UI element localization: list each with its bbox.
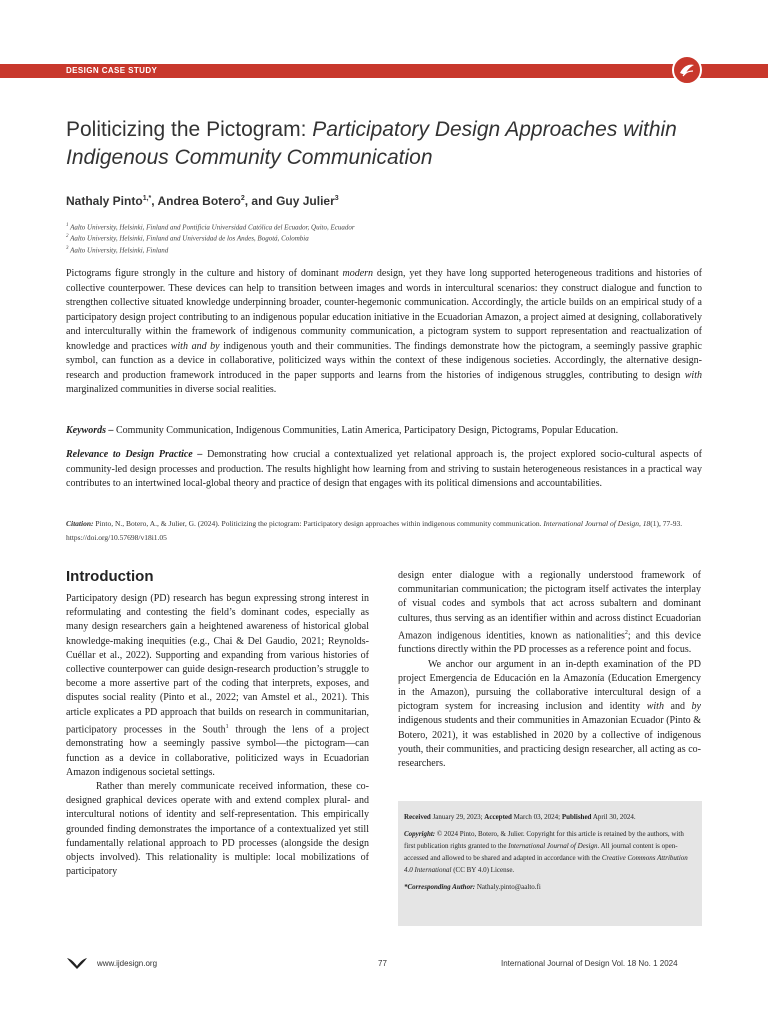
affiliations — [66, 221, 355, 255]
page-number: 77 — [378, 959, 387, 968]
section-label: DESIGN CASE STUDY — [66, 66, 158, 75]
paragraph: design enter dialogue with a regionally understood framework of communitarian communication; the pictogram itself activates the interplay of visual codes and symbols that act across subaltern and dominant cultures, thus serving as an identifier within and across distinct Ecuadorian Amazon indigenous identities, known as nationalities$^2$; and this device functions directly within the PD processes as a reference point and focus. — [398, 570, 701, 656]
section-heading-introduction: Introduction — [66, 568, 154, 585]
abstract: Pictograms figure strongly in the culture and history of dominant modern design, yet they have long supported heterogeneous traditions and histories of collective counterpower. These devices can help to transition between images and words in intercultural scenarios: they construct dialogue and function to strengthen collective situated knowledge underpinning broader, counter-hegemonic communication. Accordingly, the article builds on an empirical study of a participatory design project contributing to an indigenous popular education initiative in the Ecuadorian Amazon, a project aimed at designing, collaboratively and interculturally within the framework of indigenous community communication, a pictogram system to support representation and reactualization of knowledge and practices with and by indigenous youth and their communities. The findings demonstrate how the pictogram, a seemingly passive graphic symbol, can function as a device in collaborative, politicized ways within the context of these indigenous societies. Accordingly, the alternative design-research and production framework introduced in the paper supports and learns from the histories of indigenous struggles, contributing to design with marginalized communities in diverse social realities. — [66, 268, 702, 395]
article-title: Politicizing the Pictogram: Participatory Design Approaches within Indigenous Community Communication — [66, 118, 677, 169]
leaf-bird-icon — [672, 55, 702, 85]
bird-icon — [66, 956, 88, 975]
paragraph: Rather than merely communicate received information, these co-designed graphical devices operate with and extend complex plural- and intercultural notions of identity and self-representation. This empirically grounded finding demonstrates the importance of a contextualized yet still fundamentally relational approach to PD processes (alongside the design objects involved). This relationality is multiple: local mobilizations of participatory — [66, 780, 369, 878]
affiliation-item: $^2$ Aalto University, Helsinki, Finland and Universidad de los Andes, Bogotá, Colombia — [66, 234, 309, 243]
article-info-box — [398, 801, 702, 926]
corresponding-author: *Corresponding Author: Nathaly.pinto@aalto.fi — [404, 883, 541, 891]
column-right — [398, 569, 701, 771]
affiliation-item: $^3$ Aalto University, Helsinki, Finland — [66, 245, 169, 254]
dates-line: Received January 29, 2023; Accepted March 03, 2024; Published April 30, 2024. — [404, 813, 636, 821]
keywords: Keywords – Community Communication, Indigenous Communities, Latin America, Participatory Design, Pictograms, Popular Education. — [66, 425, 619, 436]
journal-info: International Journal of Design Vol. 18 No. 1 2024 — [501, 959, 678, 968]
copyright-notice: Copyright: © 2024 Pinto, Botero, & Julier. Copyright for this article is retained by the authors, with first publication rights granted to the International Journal of Design. All journal content is open-accessed and allowed to be shared and adapted in accordance with the Creative Commons Attribution 4.0 International (CC BY 4.0) License. — [404, 830, 688, 874]
citation: Citation: Pinto, N., Botero, A., & Julier, G. (2024). Politicizing the pictogram: Participatory design approaches within indigenous community communication. International Journal of Design, 18(1), 77-93. https://doi.org/10.57698/v18i1.05 — [66, 519, 683, 542]
paragraph: Participatory design (PD) research has begun expressing strong interest in reformulating and contesting the field’s dominant codes, especially as many design researchers gain a heightened awareness of historical global knowledge-making inequities (e.g., Chai & Del Gaudio, 2021; Reynolds-Cuéllar et al., 2022). Supporting and expanding from various histories of collective counterpower can guide design-research production’s struggle to become a more assertive part of the coding that interprets, exposes, and disputes social reality (Pinto et al., 2022; van Amstel et al., 2021). This article explicates a PD approach that builds on research in communitarian, participatory processes in the South$^1$ through the lens of a project demonstrating how a seemingly passive symbol—the pictogram—can function as a device in collaborative, politicized ways in Ecuadorian Amazon indigenous societal settings. — [66, 593, 370, 778]
relevance-to-practice: Relevance to Design Practice – Demonstrating how crucial a contextualized yet relational approach is, the project explored socio-cultural aspects of community-led design processes and production. The results highlight how learning from and striving to sustain heterogeneous resistances in a practical way contributes to an intertwined local-global theory and practice of design that engages with its political dimensions and accountabilities. — [66, 449, 702, 489]
column-left — [66, 592, 369, 879]
author-list: Nathaly Pinto$^{1,*}$, Andrea Botero$^2$, and Guy Julier$^3$ — [66, 194, 339, 208]
footer-site-link[interactable]: www.ijdesign.org — [97, 959, 158, 968]
paragraph: We anchor our argument in an in-depth examination of the PD project Emergencia de Educación en la Amazonía (Education Emergency in the Amazon), pursuing the collaborative intercultural design of a pictogram system for increasing inclusion and identity with and by indigenous students and their communities in Amazonian Ecuador (Pinto & Botero, 2021), it was established in 2020 by a collective of indigenous youth, their communities, and practicing design researcher, all acting as co-researchers. — [398, 658, 701, 769]
affiliation-item: $^1$ Aalto University, Helsinki, Finland and Pontificia Universidad Católica del Ecuador, Quito, Ecuador — [66, 223, 355, 232]
